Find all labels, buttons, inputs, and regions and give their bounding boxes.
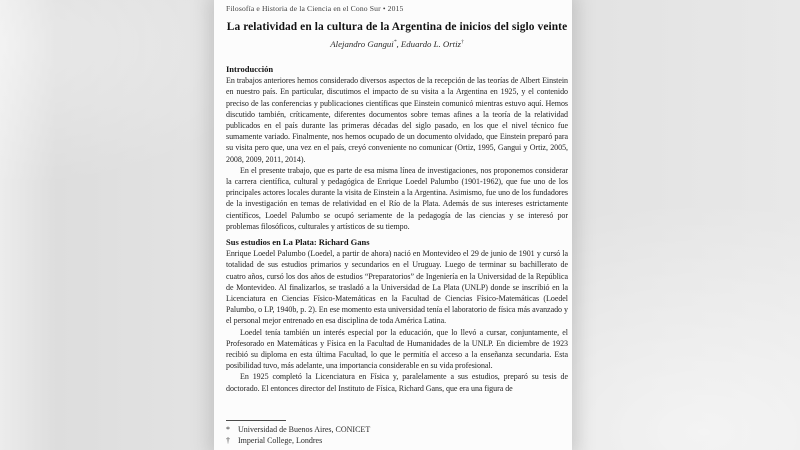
footnote-marker-asterisk: *	[226, 425, 230, 434]
journal-header: Filosofía e Historia de la Ciencia en el Cono Sur • 2015	[226, 4, 404, 13]
footnote-affiliation-2	[226, 435, 568, 446]
footnote-separator-rule	[226, 420, 286, 421]
author-line	[226, 39, 568, 49]
footnote-marker-dagger: †	[226, 436, 230, 446]
paragraph: En trabajos anteriores hemos considerado diversos aspectos de la recepción de las teorías de Albert Einstein en nuestro país. En particular, discutimos el impacto de su visita a la Argentina en 1925, y el contenido preciso de las conferencias y publicaciones científicas que Einstein comunicó mientras estuvo aquí. Hemos discutido también, críticamente, diferentes documentos sobre temas afines a la teoría de la relatividad publicados en el país durante las primeras décadas del siglo pasado, en los que el nivel técnico fue sumamente variado. Finalmente, nos hemos ocupado de un documento olvidado, que Einstein preparó para su visita pero que, una vez en el país, creyó conveniente no comunicar (Ortiz, 1995, Gangui y Ortiz, 2005, 2008, 2009, 2011, 2014).	[226, 76, 568, 164]
author-2-footnote-marker: †	[460, 39, 464, 46]
article-body	[226, 64, 568, 420]
section-heading-introduccion: Introducción	[226, 64, 274, 74]
page-content	[214, 0, 572, 450]
footnote-text: Imperial College, Londres	[238, 436, 323, 446]
paragraph: Enrique Loedel Palumbo (Loedel, a partir de ahora) nació en Montevideo el 29 de junio de 1901 y cursó la totalidad de sus estudios primarios y secundarios en el Uruguay. Luego de terminar su bachillerato de cuatro años, cursó los dos años de estudios “Preparatorios” de Ingeniería en la Universidad de la República de Montevideo. Al finalizarlos, se trasladó a la Universidad de La Plata (UNLP) donde se inscribió en la Licenciatura en Ciencias Físico-Matemáticas en la Facultad de Ciencias Físico-Matemáticas (Loedel Palumbo, o LP, 1940b, p. 2). En ese momento esta universidad tenía el laboratorio de física más avanzado y el personal mejor entrenado en esa disciplina de toda América Latina.	[226, 249, 568, 326]
paragraph: Loedel tenía también un interés especial por la educación, que lo llevó a cursar, conjuntamente, el Profesorado en Matemáticas y Física en la Facultad de Humanidades de la UNLP. En diciembre de 1923 recibió su diploma en esta última Facultad, lo que le permitía el acceso a la enseñanza secundaria. Esta posibilidad tuvo, más adelante, una importancia considerable en su vida profesional.	[226, 327, 568, 371]
author-1: Alejandro Gangui	[330, 39, 394, 49]
paragraph: En 1925 completó la Licenciatura en Física y, paralelamente a sus estudios, preparó su tesis de doctorado. El entonces director del Instituto de Física, Richard Gans, que era una figura de	[226, 372, 568, 393]
article-title: La relatividad en la cultura de la Argentina de inicios del siglo veinte	[226, 21, 568, 33]
document-page	[214, 0, 572, 450]
author-separator: ,	[396, 39, 401, 49]
footnote-text: Universidad de Buenos Aires, CONICET	[238, 425, 371, 434]
author-2: Eduardo L. Ortiz	[400, 39, 461, 49]
paragraph: En el presente trabajo, que es parte de esa misma línea de investigaciones, nos proponemos considerar la carrera científica, cultural y pedagógica de Enrique Loedel Palumbo (1901-1962), que fue uno de los principales actores locales durante la visita de Einstein a la Argentina. Asimismo, fue uno de los fundadores de la investigación en temas de relatividad en el Río de la Plata. Además de sus intereses estrictamente científicos, Loedel Palumbo se ocupó seriamente de la pedagogía de las ciencias y se interesó por problemas filosóficos, culturales y artísticos de su tiempo.	[226, 165, 568, 231]
footnote-block	[226, 420, 568, 450]
footnote-affiliation-1	[226, 424, 568, 435]
author-1-footnote-marker: *	[393, 39, 397, 46]
section-heading-estudios-la-plata: Sus estudios en La Plata: Richard Gans	[226, 237, 370, 248]
